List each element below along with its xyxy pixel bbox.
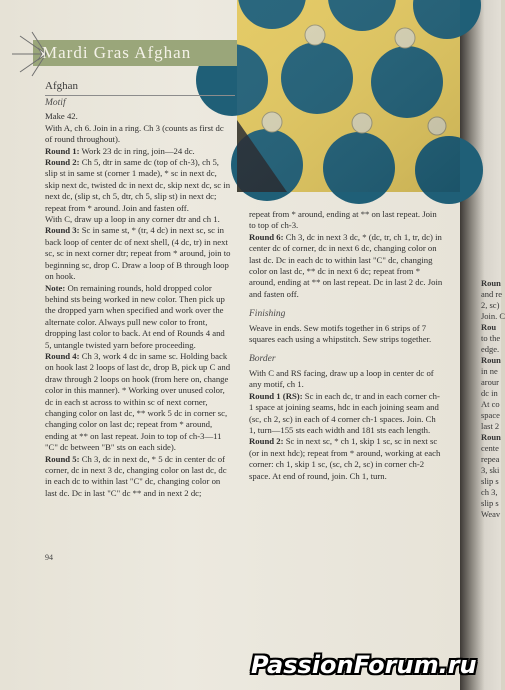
facing-page-line: Join. C <box>481 311 505 321</box>
instruction-text: Work 23 dc in ring, join—24 dc. <box>79 145 195 156</box>
round-label: Round 1: <box>45 145 80 156</box>
page-title: Mardi Gras Afghan <box>42 43 192 62</box>
facing-page-line: At co <box>481 399 500 409</box>
round-label: Round 1 (RS): <box>249 390 303 401</box>
instruction-text: On remaining rounds, hold dropped color behind sts being worked in new color. Then pick up the dropped yarn when specified and work over the alternate color. Always pull new color to front, dropping last color to back. At end of Rounds 4 and 5, untangle twisted yarn before proceeding. <box>45 282 225 350</box>
facing-page-line: 2, sc) <box>481 300 500 310</box>
instruction-text: repeat from * around, ending at ** on last repeat. Join to top of ch-3. <box>249 209 437 231</box>
round-label: Round 2: <box>45 157 80 168</box>
facing-page-line: in ne <box>481 366 498 376</box>
instruction-text: Sc in same st, * (tr, 4 dc) in next sc, sc in back loop of center dc of next shell, (4 dc, tr) in next sc, sc in next corner dtr; repeat from * around, join to beginning sc, drop C. Draw a loop of B through loop on hook. <box>45 225 231 282</box>
instruction-paragraph <box>249 323 444 346</box>
round-label: Round 3: <box>45 225 80 236</box>
facing-page-line: Roun <box>481 432 501 442</box>
facing-page-line: edge. <box>481 344 500 354</box>
watermark-text: PassionForum.ru <box>251 651 477 679</box>
afghan-photo <box>237 0 460 192</box>
instruction-text: Sc in next sc, * ch 1, skip 1 sc, sc in next sc (or in next hdc); repeat from * around, working at each corner: ch 1, skip 1 sc, (sc, ch 2, sc) in corner ch-2 space. At end of round, join. Ch 1, turn. <box>249 436 441 481</box>
instruction-paragraph <box>45 351 233 454</box>
instruction-paragraph <box>249 232 444 300</box>
round-label: Round 5: <box>45 453 80 464</box>
facing-page-line: Weav <box>481 509 501 519</box>
subsection-heading: Finishing <box>249 309 286 320</box>
instruction-paragraph <box>249 209 444 232</box>
facing-page-line: Roun <box>481 355 501 365</box>
instruction-text: Make 42. <box>45 111 78 122</box>
instruction-paragraph <box>45 111 233 122</box>
subsection-heading: Border <box>249 354 276 365</box>
section-heading: Afghan <box>45 80 78 92</box>
facing-page-line: last 2 <box>481 421 500 431</box>
round-label: Note: <box>45 282 66 293</box>
facing-page-line: ch 3, <box>481 487 498 497</box>
round-label: Round 2: <box>249 436 284 447</box>
instruction-text: Ch 3, dc in next 3 dc, * (dc, tr, ch 1, tr, dc) in center dc of corner, dc in next 6 dc, changing color on last dc. Dc in each dc to within last "C" dc, changing color on last dc, ** dc in next 6 dc; repeat from * around, ending at ** on last repeat. Dc in last 2 dc. Join and fasten off. <box>249 231 443 299</box>
instructions-column-2 <box>249 209 444 482</box>
instruction-text: With C and RS facing, draw up a loop in center dc of any motif, ch 1. <box>249 367 434 390</box>
instructions-column-1 <box>45 98 233 499</box>
instruction-text: Ch 5, dtr in same dc (top of ch-3), ch 5, slip st in same st (corner 1 made), * sc in next dc, skip next dc, twisted dc in next dc, skip next dc, sc in next dc, (slip st, ch 5, dtr, ch 5, slip st) in next dc; repeat from * around. Join and fasten off. <box>45 157 231 213</box>
facing-page-line: dc in <box>481 388 498 398</box>
facing-page-line: 3, ski <box>481 465 500 475</box>
instruction-paragraph <box>45 283 233 351</box>
instruction-paragraph <box>45 146 233 157</box>
facing-page-line: repea <box>481 454 500 464</box>
instruction-paragraph <box>45 157 233 214</box>
instruction-paragraph <box>45 454 233 500</box>
instruction-text: Ch 3, dc in next dc, * 5 dc in center dc of corner, dc in next 3 dc, changing color on last dc, dc in each dc to within last "C" dc, changing color on last dc. Dc in last "C" dc ** and in next 2 dc; <box>45 453 227 498</box>
afghan-pattern-image <box>237 0 460 192</box>
facing-page-line: space <box>481 410 500 420</box>
facing-page-line: Roun <box>481 278 501 288</box>
instruction-text: Weave in ends. Sew motifs together in 6 strips of 7 squares each using a whipstitch. Sew strips together. <box>249 322 432 345</box>
instruction-text: With A, ch 6. Join in a ring. Ch 3 (counts as first dc of round throughout). <box>45 122 224 145</box>
section-divider <box>45 95 235 96</box>
facing-page-line: arour <box>481 377 499 387</box>
instruction-paragraph <box>249 391 444 437</box>
facing-page-line: Rou <box>481 322 497 332</box>
facing-page-line: slip s <box>481 476 499 486</box>
round-label: Round 4: <box>45 350 80 361</box>
facing-page-line: cente <box>481 443 499 453</box>
instruction-text: With C, draw up a loop in any corner dtr and ch 1. <box>45 214 220 225</box>
page-number: 94 <box>45 553 53 562</box>
instruction-paragraph <box>45 123 233 146</box>
facing-page-text <box>481 0 505 690</box>
round-label: Round 6: <box>249 231 284 242</box>
instruction-paragraph <box>249 368 444 391</box>
instruction-paragraph <box>249 436 444 482</box>
facing-page-spacer <box>481 0 501 278</box>
instruction-text: Sc in each dc, tr and in each corner ch-1 space at joining seams, hdc in each joining seam and (sc, ch 2, sc) in each of 4 corner ch-1 spaces. Join. Ch 1, turn—155 sts each width and 181 sts each length. <box>249 390 440 435</box>
instruction-text: Ch 3, work 4 dc in same sc. Holding back on hook last 2 loops of last dc, drop B, pick up C and draw through 2 loops on hook (from here on, change color in this manner). * Working over unused color, dc in each st across to within sc of next corner, changing color on last dc, ** work 5 dc in corner sc, changing color on last dc; repeat from * around, ending at ** on last repeat. Join to top of ch-3—11 "C" dc between "B" sts on each side). <box>45 350 231 453</box>
facing-page-line: to the <box>481 333 501 343</box>
subsection-heading: Motif <box>45 98 66 108</box>
facing-page-line: slip s <box>481 498 499 508</box>
instruction-paragraph <box>45 225 233 282</box>
instruction-paragraph <box>45 214 233 225</box>
facing-page-line: and re <box>481 289 503 299</box>
